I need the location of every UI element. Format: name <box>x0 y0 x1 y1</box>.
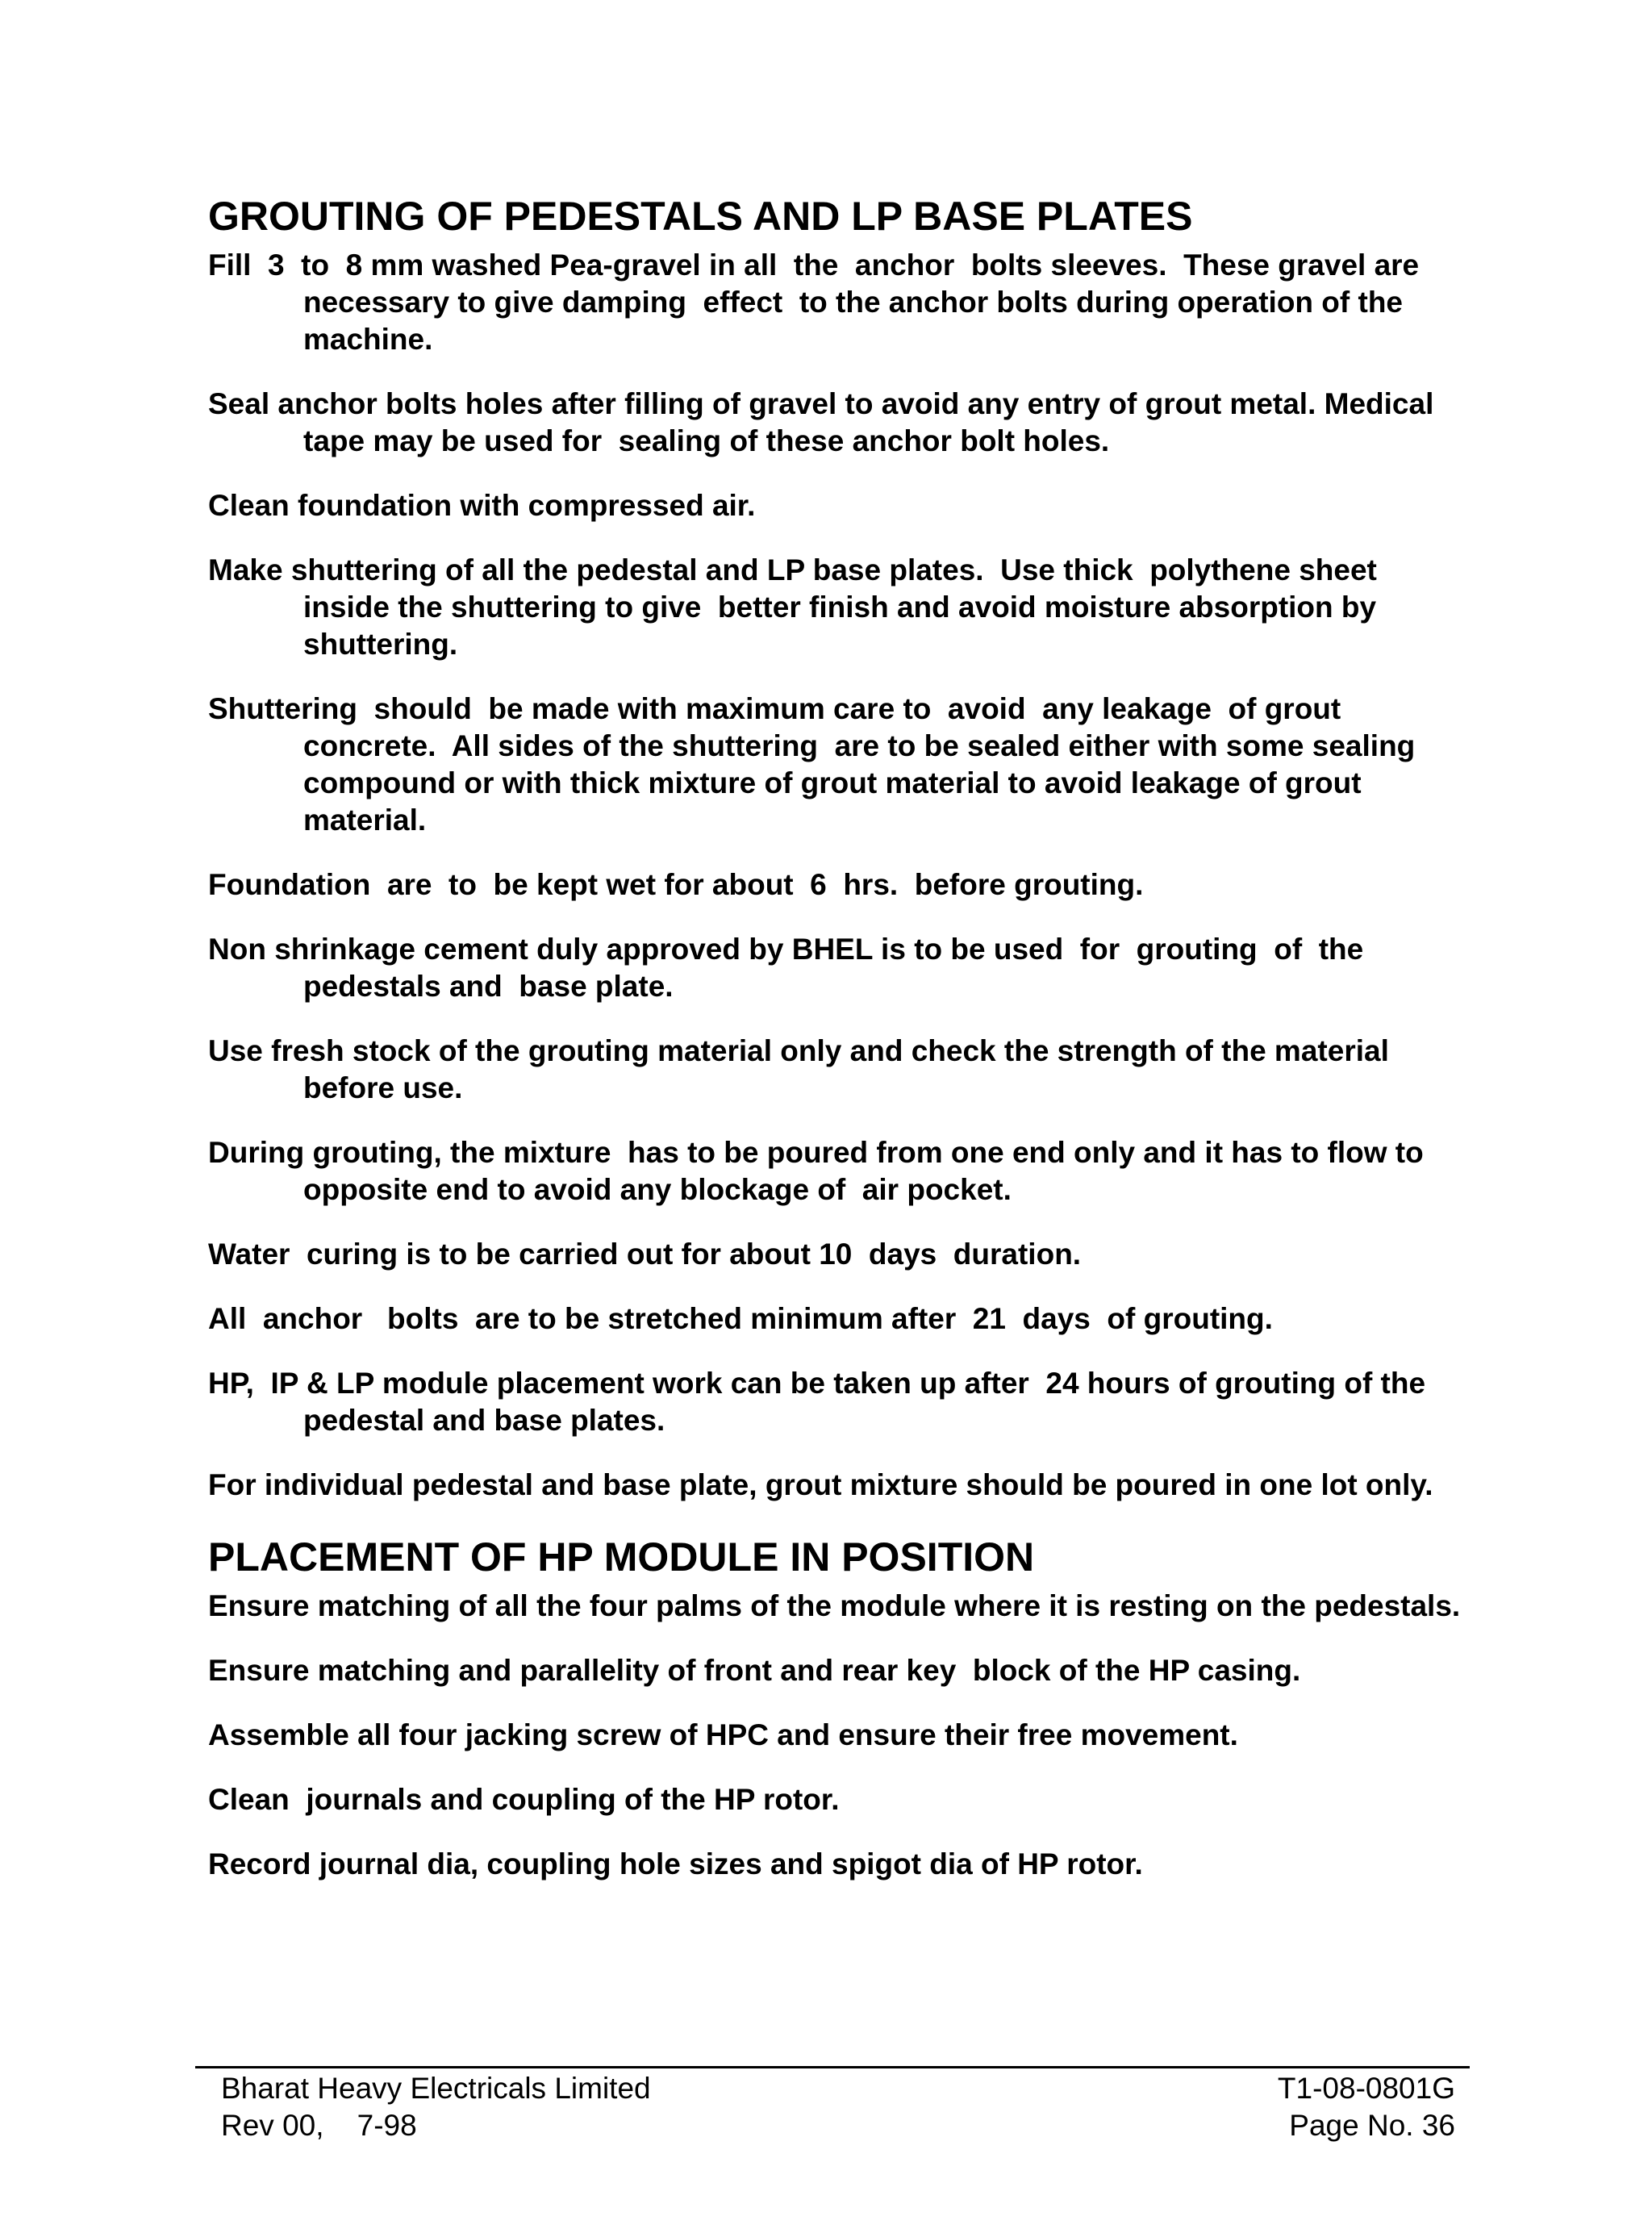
instruction-item: Seal anchor bolts holes after filling of gravel to avoid any entry of grout metal. Medical tape may be used for sealing of these anchor bolt holes. <box>208 387 1442 457</box>
footer-divider <box>195 2066 1470 2068</box>
instruction-item: Clean journals and coupling of the HP rotor. <box>208 1783 840 1816</box>
instruction-item: Ensure matching and parallelity of front and rear key block of the HP casing. <box>208 1654 1301 1687</box>
instruction-item: Foundation are to be kept wet for about 6 hrs. before grouting. <box>208 868 1144 901</box>
instruction-item: Fill 3 to 8 mm washed Pea-gravel in all the anchor bolts sleeves. These gravel are necessary to give damping effect to the anchor bolts during operation of the machine. <box>208 248 1428 356</box>
footer-revision: Rev 00, 7-98 <box>221 2109 417 2142</box>
section-hp-module-placement <box>208 1531 1466 1883</box>
section-heading: GROUTING OF PEDESTALS AND LP BASE PLATES <box>208 194 1193 239</box>
instruction-item: Make shuttering of all the pedestal and LP base plates. Use thick polythene sheet inside the shuttering to give better finish and avoid moisture absorption by shuttering. <box>208 553 1386 661</box>
instruction-item: Clean foundation with compressed air. <box>208 489 756 522</box>
instruction-item: Water curing is to be carried out for about 10 days duration. <box>208 1238 1082 1271</box>
footer-company: Bharat Heavy Electricals Limited <box>221 2072 651 2105</box>
instruction-item: Use fresh stock of the grouting material only and check the strength of the material before use. <box>208 1034 1398 1104</box>
instruction-item: Ensure matching of all the four palms of the module where it is resting on the pedestals. <box>208 1589 1461 1622</box>
instruction-item: All anchor bolts are to be stretched minimum after 21 days of grouting. <box>208 1302 1273 1335</box>
footer-doc-number: T1-08-0801G <box>1277 2072 1455 2105</box>
instruction-item: Record journal dia, coupling hole sizes and spigot dia of HP rotor. <box>208 1847 1143 1880</box>
section-grouting <box>208 190 1466 1504</box>
section-heading: PLACEMENT OF HP MODULE IN POSITION <box>208 1534 1035 1580</box>
page-footer <box>221 2070 1455 2144</box>
instruction-item: For individual pedestal and base plate, grout mixture should be poured in one lot only. <box>208 1468 1433 1501</box>
instruction-item: Non shrinkage cement duly approved by BHEL is to be used for grouting of the pedestals and base plate. <box>208 933 1372 1003</box>
instruction-item: Shuttering should be made with maximum care to avoid any leakage of grout concrete. All sides of the shuttering are to be sealed either with some sealing compound or with thick mixture of grout material to avoid leakage of grout material. <box>208 692 1424 837</box>
footer-row-bottom <box>221 2107 1455 2144</box>
page-content <box>208 190 1466 1883</box>
instruction-item: Assemble all four jacking screw of HPC and ensure their free movement. <box>208 1718 1238 1751</box>
footer-page-number: Page No. 36 <box>1289 2109 1455 2142</box>
instruction-item: During grouting, the mixture has to be poured from one end only and it has to flow to opposite end to avoid any blockage of air pocket. <box>208 1136 1433 1206</box>
instruction-item: HP, IP & LP module placement work can be taken up after 24 hours of grouting of the pedestal and base plates. <box>208 1367 1434 1437</box>
footer-row-top <box>221 2070 1455 2107</box>
